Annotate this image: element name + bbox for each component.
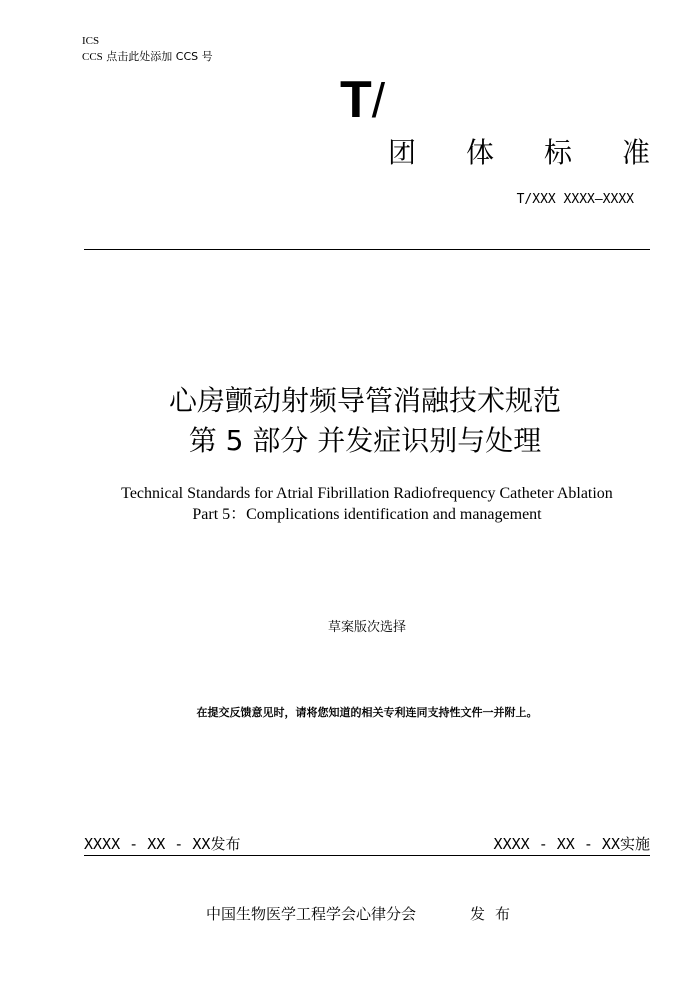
standard-mark-t: T [340, 71, 372, 129]
standard-mark-slash: / [371, 75, 386, 128]
publish-date [84, 835, 240, 853]
implement-label: 实施 [619, 835, 650, 853]
implement-date [494, 835, 650, 853]
issuer-name: 中国生物医学工程学会心律分会 [206, 905, 417, 923]
title-cn-line2: 第 5 部分 并发症识别与处理 [188, 424, 542, 457]
draft-version-selector[interactable]: 草案版次选择 [327, 620, 406, 635]
header-divider [84, 249, 650, 250]
standard-type-char: 体 [465, 136, 494, 169]
publish-date-value[interactable]: XXXX - XX - XX [84, 835, 211, 853]
issue-label: 发布 [470, 905, 521, 923]
standard-type-char: 准 [621, 136, 650, 169]
standard-mark [340, 70, 385, 132]
title-en-line2: Part 5：Complications identification and management [192, 506, 542, 523]
ccs-line [82, 50, 213, 64]
standard-number: T/XXX XXXX—XXXX [516, 192, 634, 207]
ccs-placeholder[interactable]: 点击此处添加 CCS 号 [106, 50, 213, 63]
standard-type-char: 标 [543, 136, 572, 169]
implement-date-value[interactable]: XXXX - XX - XX [493, 835, 620, 853]
patent-notice: 在提交反馈意见时，请将您知道的相关专利连同支持性文件一并附上。 [196, 706, 538, 719]
title-en-line1: Technical Standards for Atrial Fibrillation Radiofrequency Catheter Ablation [121, 485, 613, 502]
standard-type [388, 136, 650, 170]
ics-label: ICS [82, 35, 100, 47]
footer-divider [84, 855, 650, 856]
publish-label: 发布 [210, 835, 241, 853]
title-cn-line1: 心房颤动射频导管消融技术规范 [168, 384, 561, 417]
ccs-label: CCS [82, 51, 103, 63]
standard-type-char: 团 [388, 136, 417, 169]
